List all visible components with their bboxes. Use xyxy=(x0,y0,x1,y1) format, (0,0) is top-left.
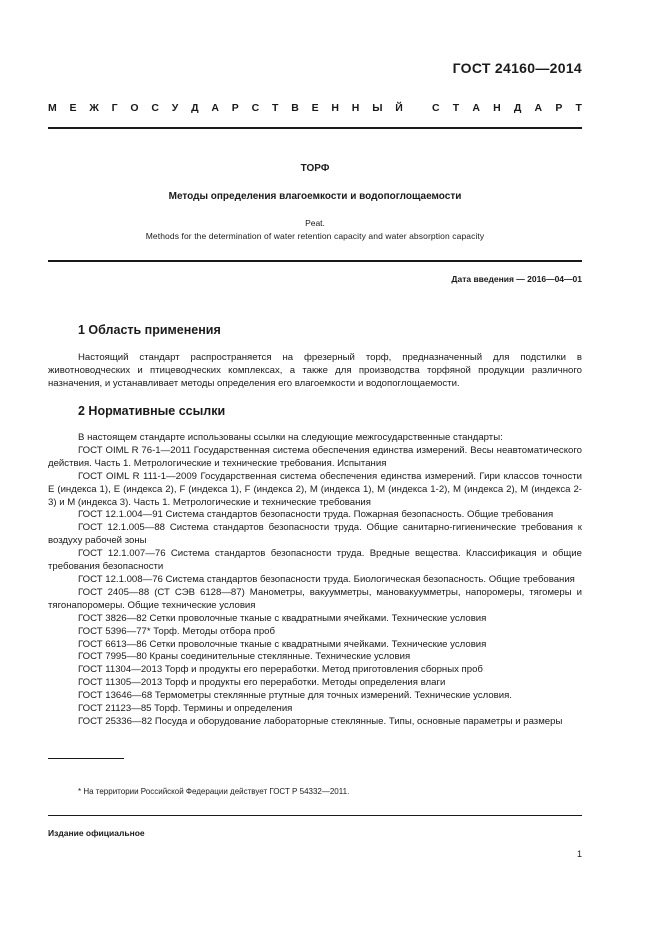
banner-letter: Й xyxy=(395,102,403,114)
section-1-body xyxy=(48,352,582,391)
reference-item: ГОСТ 3826—82 Сетки проволочные тканые с квадратными ячейками. Технические условия xyxy=(78,612,487,624)
banner-letter: С xyxy=(151,102,159,114)
reference-item: ГОСТ 7995—80 Краны соединительные стеклянные. Технические условия xyxy=(78,651,411,663)
section-2-heading: 2 Нормативные ссылки xyxy=(78,404,226,418)
reference-item: ГОСТ 6613—86 Сетки проволочные тканые с квадратными ячейками. Технические условия xyxy=(78,638,487,650)
banner-letter: Н xyxy=(331,102,339,114)
reference-item: ГОСТ 12.1.007—76 Система стандартов безопасности труда. Вредные вещества. Классификация и общие требования безопасности xyxy=(48,548,582,573)
banner-letter: С xyxy=(251,102,260,114)
banner-letter: У xyxy=(171,102,179,114)
banner-letter: Т xyxy=(452,102,460,114)
english-title: Peat. xyxy=(305,218,325,228)
introduction-date: Дата введения — 2016—04—01 xyxy=(451,274,582,284)
reference-item: ГОСТ 13646—68 Термометры стеклянные ртутные для точных измерений. Технические условия. xyxy=(78,690,512,702)
banner-letter: Е xyxy=(311,102,319,114)
page-number: 1 xyxy=(576,849,582,859)
section-2-intro: В настоящем стандарте использованы ссылки на следующие межгосударственные стандарты: xyxy=(78,432,503,443)
reference-item: ГОСТ 25336—82 Посуда и оборудование лабораторные стеклянные. Типы, основные параметры и размеры xyxy=(78,715,563,727)
banner-letter: Р xyxy=(555,102,563,114)
standard-code: ГОСТ 24160—2014 xyxy=(452,60,582,76)
banner-letter: А xyxy=(534,102,543,114)
banner-letter: А xyxy=(472,102,480,114)
banner-letter: М xyxy=(48,102,57,114)
section-1-heading: 1 Область применения xyxy=(78,323,221,337)
interstate-word-2 xyxy=(432,102,582,114)
reference-item: ГОСТ 12.1.005—88 Система стандартов безопасности труда. Общие санитарно-гигиенические требования к воздуху рабочей зоны xyxy=(48,522,582,547)
official-edition-label: Издание официальное xyxy=(48,828,145,838)
banner-letter: Е xyxy=(69,102,77,114)
document-title: ТОРФ xyxy=(300,163,330,174)
banner-letter: Ж xyxy=(89,102,99,114)
reference-item: ГОСТ 12.1.008—76 Система стандартов безопасности труда. Биологическая безопасность. Общие требования xyxy=(78,573,575,585)
banner-letter: Д xyxy=(191,102,199,114)
banner-letter: Р xyxy=(231,102,239,114)
banner-letter: В xyxy=(291,102,299,114)
reference-item: ГОСТ OIML R 111-1—2009 Государственная система обеспечения единства измерений. Гири классов точности E (индекса 1), E (индекса 2), F (индекса 1), F (индекса 2), M (индекса 1), M (индекса 1-2), M (индекса 2), M (индекса 2-3) и M (индекса 3). Часть 1. Метрологические и технические требования xyxy=(48,470,582,508)
footnote-rule xyxy=(48,758,124,759)
banner-letter: А xyxy=(211,102,219,114)
interstate-standard-banner xyxy=(48,102,582,114)
section-1-paragraph: Настоящий стандарт распространяется на фрезерный торф, предназначенный для подстилки в животноводческих и птицеводческих комплексах, а также для производства торфяной продукции различного назначения, и устанавливает методы определения его влагоемкости и водопоглощаемости. xyxy=(48,352,582,389)
document-subtitle: Методы определения влагоемкости и водопоглощаемости xyxy=(168,191,462,202)
banner-letter: Д xyxy=(513,102,522,114)
title-rule xyxy=(48,260,582,262)
reference-item: ГОСТ 11305—2013 Торф и продукты его переработки. Методы определения влаги xyxy=(78,677,446,689)
banner-letter: О xyxy=(130,102,139,114)
banner-letter: Ы xyxy=(372,102,383,114)
banner-letter: Т xyxy=(575,102,582,114)
banner-letter: Г xyxy=(111,102,118,114)
reference-item: ГОСТ OIML R 76-1—2011 Государственная система обеспечения единства измерений. Весы неавтоматического действия. Часть 1. Метрологические и технические требования. Испытания xyxy=(48,444,582,469)
reference-item: ГОСТ 12.1.004—91 Система стандартов безопасности труда. Пожарная безопасность. Общие требования xyxy=(78,509,554,521)
section-2-body xyxy=(48,432,582,729)
reference-item: ГОСТ 11304—2013 Торф и продукты его переработки. Метод приготовления сборных проб xyxy=(78,664,483,676)
footnote: * На территории Российской Федерации действует ГОСТ Р 54332—2011. xyxy=(78,787,350,796)
reference-item: ГОСТ 2405—88 (СТ СЭВ 6128—87) Манометры, вакуумметры, мановакуумметры, напоромеры, тягомеры и тягонапоромеры. Общие технические условия xyxy=(48,586,582,611)
footer-rule xyxy=(48,815,582,816)
reference-item: ГОСТ 5396—77* Торф. Методы отбора проб xyxy=(78,625,275,637)
banner-letter: С xyxy=(432,102,440,114)
normative-references-list xyxy=(48,445,582,729)
interstate-word-1 xyxy=(48,102,403,114)
reference-item: ГОСТ 21123—85 Торф. Термины и определения xyxy=(78,703,293,715)
header-rule xyxy=(48,127,582,129)
banner-letter: Н xyxy=(351,102,360,114)
banner-letter: Н xyxy=(493,102,501,114)
english-subtitle: Methods for the determination of water retention capacity and water absorption capacity xyxy=(145,231,485,241)
banner-letter: Т xyxy=(271,102,279,114)
